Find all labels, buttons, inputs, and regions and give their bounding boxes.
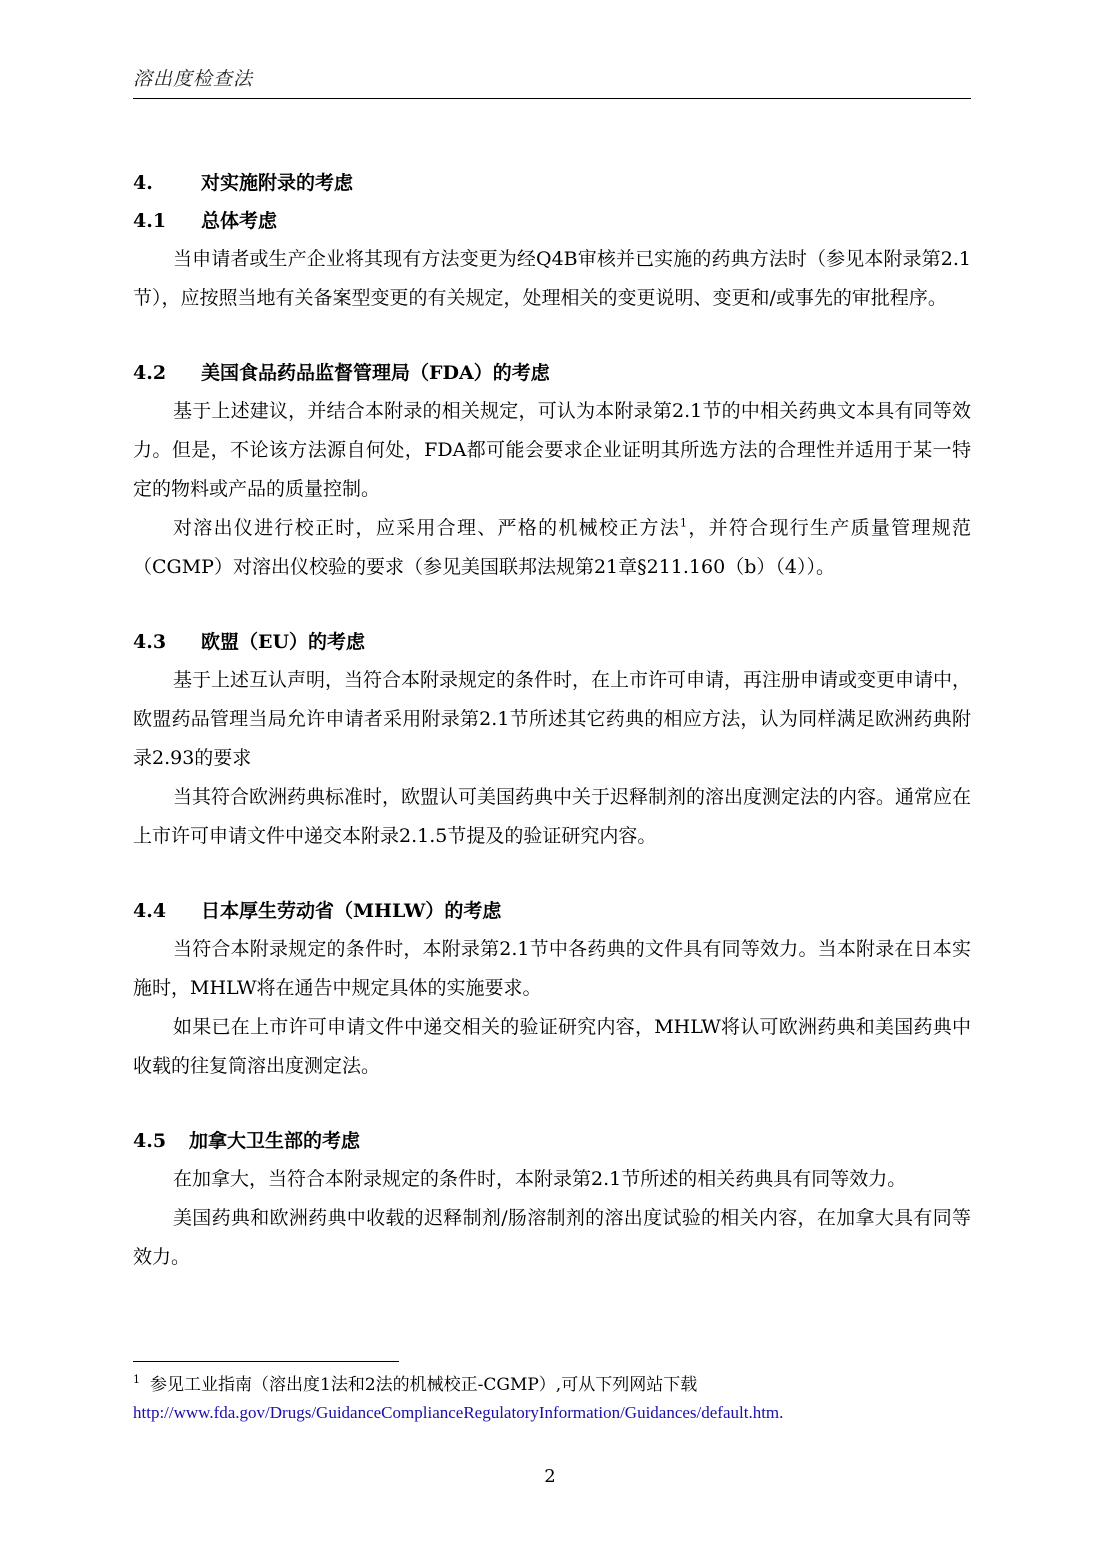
footnote-link[interactable]: http://www.fda.gov/Drugs/GuidanceComplianceRegulatoryInformation/Guidances/default.htm. [133, 1403, 784, 1422]
footnote-separator [133, 1361, 399, 1362]
section-gap [133, 318, 971, 354]
section-title: 对实施附录的考虑 [201, 172, 354, 194]
section-heading-4-5 [133, 1122, 971, 1160]
section-gap [133, 1086, 971, 1122]
footnote-line [133, 1372, 971, 1399]
section-number: 4.4 [133, 900, 167, 922]
paragraph: 美国药典和欧洲药典中收载的迟释制剂/肠溶制剂的溶出度试验的相关内容，在加拿大具有同等效力。 [133, 1207, 971, 1268]
paragraph: 当其符合欧洲药典标准时，欧盟认可美国药典中关于迟释制剂的溶出度测定法的内容。通常应在上市许可申请文件中递交本附录2.1.5节提及的验证研究内容。 [133, 786, 972, 847]
running-header: 溶出度检查法 [133, 68, 254, 90]
footnote-reference[interactable]: 1 [680, 516, 688, 530]
paragraph: 如果已在上市许可申请文件中递交相关的验证研究内容，MHLW将认可欧洲药典和美国药典中收载的往复筒溶出度测定法。 [133, 1016, 971, 1077]
section-number: 4.5 [133, 1130, 167, 1152]
section-number: 4.1 [133, 210, 167, 232]
section-title: 美国食品药品监督管理局（FDA）的考虑 [201, 362, 550, 384]
paragraph: 在加拿大，当符合本附录规定的条件时，本附录第2.1节所述的相关药典具有同等效力。 [173, 1168, 907, 1190]
section-number: 4. [133, 172, 153, 194]
footnote [133, 1372, 971, 1427]
section-gap [133, 856, 971, 892]
section-heading-4-2 [133, 354, 971, 392]
header-rule [133, 98, 971, 99]
section-title: 总体考虑 [201, 210, 278, 232]
footnote-text: 参见工业指南（溶出度1法和2法的机械校正-CGMP）,可从下列网站下载 [150, 1375, 698, 1395]
section-heading-4-4 [133, 892, 971, 930]
paragraph: 基于上述互认声明，当符合本附录规定的条件时，在上市许可申请，再注册申请或变更申请中，欧盟药品管理当局允许申请者采用附录第2.1节所述其它药典的相应方法，认为同样满足欧洲药典附录2.93的要求 [133, 669, 972, 769]
footnote-link-line [133, 1399, 971, 1427]
section-title: 欧盟（EU）的考虑 [201, 631, 366, 653]
paragraph-text: ，并符合现行生产质量管理规范（CGMP）对溶出仪校验的要求（参见美国联邦法规第21章§211.160（b）（4））。 [133, 517, 971, 578]
section-heading-4-3 [133, 623, 971, 661]
section-number: 4.2 [133, 362, 167, 384]
section-gap [133, 587, 971, 623]
paragraph-text: 对溶出仪进行校正时，应采用合理、严格的机械校正方法 [173, 517, 681, 539]
section-title: 日本厚生劳动省（MHLW）的考虑 [201, 900, 502, 922]
footnote-mark: 1 [133, 1373, 140, 1387]
section-heading-4-1 [133, 202, 971, 240]
page-number: 2 [544, 1466, 556, 1487]
section-heading-4 [133, 164, 971, 202]
document-body [133, 164, 971, 1277]
paragraph: 当符合本附录规定的条件时，本附录第2.1节中各药典的文件具有同等效力。当本附录在日本实施时，MHLW将在通告中规定具体的实施要求。 [133, 938, 971, 999]
section-number: 4.3 [133, 631, 167, 653]
section-title: 加拿大卫生部的考虑 [189, 1130, 361, 1152]
paragraph: 基于上述建议，并结合本附录的相关规定，可认为本附录第2.1节的中相关药典文本具有同等效力。但是，不论该方法源自何处，FDA都可能会要求企业证明其所选方法的合理性并适用于某一特定的物料或产品的质量控制。 [133, 400, 971, 500]
paragraph: 当申请者或生产企业将其现有方法变更为经Q4B审核并已实施的药典方法时（参见本附录第2.1节），应按照当地有关备案型变更的有关规定，处理相关的变更说明、变更和/或事先的审批程序。 [133, 248, 971, 309]
paragraph-with-footnote [133, 509, 971, 587]
